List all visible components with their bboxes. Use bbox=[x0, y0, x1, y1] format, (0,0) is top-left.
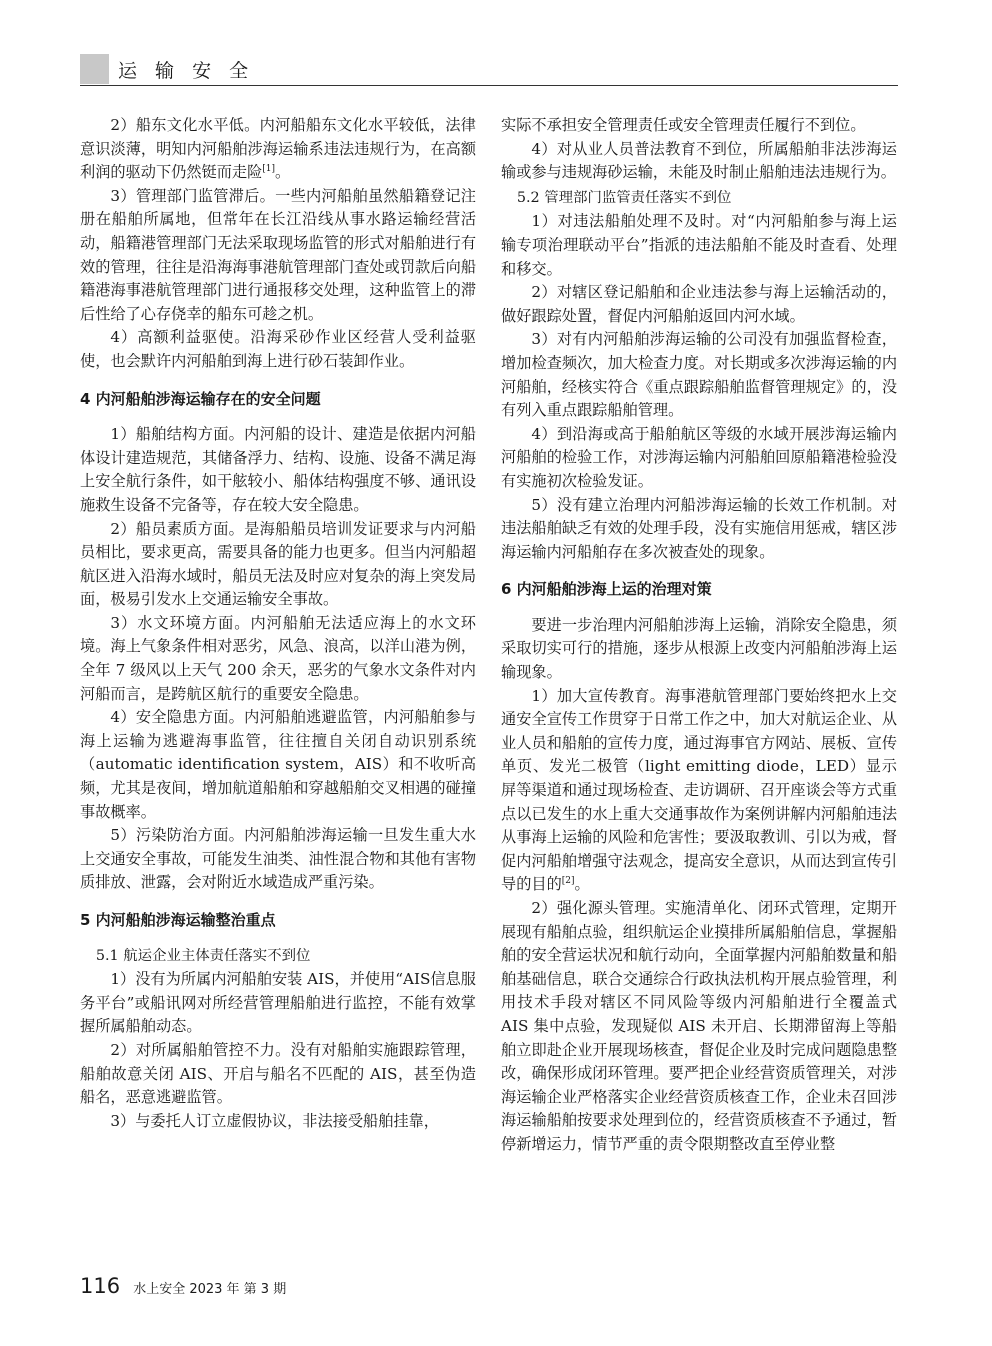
paragraph bbox=[501, 685, 897, 897]
paragraph bbox=[80, 706, 476, 824]
paragraph bbox=[80, 824, 476, 895]
paragraph bbox=[80, 326, 476, 373]
paragraph bbox=[80, 185, 476, 327]
text: 5 内河船舶涉海运输整治重点 bbox=[80, 911, 276, 929]
text: 2）对所属船舶管控不力。没有对船舶实施跟踪管理，船舶故意关闭 AIS、开启与船名不匹配的 AIS，甚至伪造船名，恶意逃避监管。 bbox=[80, 1040, 476, 1107]
page-number: 116 bbox=[80, 1274, 121, 1298]
section-heading bbox=[80, 909, 476, 933]
footer bbox=[80, 1274, 286, 1298]
text: 1）没有为所属内河船舶安装 AIS，并使用“AIS信息服务平台”或船讯网对所经营管理船舶进行监控，不能有效掌握所属船舶动态。 bbox=[80, 970, 476, 1036]
citation-ref: [1] bbox=[262, 164, 275, 175]
text: 3）对有内河船舶涉海运输的公司没有加强监督检查，增加检查频次，加大检查力度。对长期或多次涉海运输的内河船舶，经核实符合《重点跟踪船舶监督管理规定》的，没有列入重点跟踪船舶管理。 bbox=[501, 330, 897, 420]
text: 1）加大宣传教育。海事港航管理部门要始终把水上交通安全宣传工作贯穿于日常工作之中，加大对航运企业、从业人员和船舶的宣传力度，通过海事官方网站、展板、宣传单页、发光二极管（light emitting diode，LED）显示屏等渠道和通过现场检查、走访调研、召开座谈会等方式重点以已发生的水上重大交通事故作为案例讲解内河船舶违法从事海上运输的风险和危害性；要汲取教训、引以为戒，督促内河船舶增强守法观念，提高安全意识，从而达到宣传引导的目的 bbox=[501, 686, 897, 894]
paragraph bbox=[80, 423, 476, 517]
text: 1）船舶结构方面。内河船的设计、建造是依据内河船体设计建造规范，其储备浮力、结构、设施、设备不满足海上安全航行条件，如干舷较小、船体结构强度不够、通讯设施救生设备不完备等，存在较大安全隐患。 bbox=[80, 425, 476, 514]
text: 5）污染防治方面。内河船舶涉海运输一旦发生重大水上交通安全事故，可能发生油类、油性混合物和其他有害物质排放、泄露，会对附近水域造成严重污染。 bbox=[80, 826, 476, 892]
text: 1）对违法船舶处理不及时。对“内河船舶参与海上运输专项治理联动平台”指派的违法船舶不能及时查看、处理和移交。 bbox=[501, 212, 897, 278]
text: 2）强化源头管理。实施清单化、闭环式管理，定期开展现有船舶点验，组织航运企业摸排所属船舶信息，掌握船舶的安全营运状况和航行动向，全面掌握内河船舶数量和船舶基础信息，联合交通综合行政执法机构开展点验管理，利用技术手段对辖区不同风险等级内河船舶进行全覆盖式 AIS 集中点验，发现疑似 AIS 未开启、长期滞留海上等船舶立即赴企业开展现场核查，督促企业及时完成问题隐患整改，确保形成闭环管理。要严把企业经营资质管理关，对涉海运输企业严格落实企业经营资质核查工作，企业未召回涉海运输船舶按要求处理到位的，经营资质核查不予通过，暂停新增运力，情节严重的责令限期整改直至停业整 bbox=[501, 899, 897, 1153]
text-tail: 。 bbox=[275, 163, 291, 182]
section-heading bbox=[501, 578, 897, 602]
paragraph bbox=[80, 968, 476, 1039]
paragraph bbox=[501, 494, 897, 565]
paragraph bbox=[501, 138, 897, 185]
paragraph bbox=[501, 328, 897, 422]
journal-info: 水上安全 2023 年 第 3 期 bbox=[133, 1282, 287, 1297]
paragraph bbox=[80, 612, 476, 706]
left-column bbox=[80, 114, 476, 1133]
header-rule bbox=[80, 85, 898, 86]
paragraph bbox=[501, 897, 897, 1157]
text: 4）安全隐患方面。内河船舶逃避监管，内河船舶参与海上运输为逃避海事监管，往往擅自关闭自动识别系统（automatic identification system，AIS）和不收听高频，尤其是夜间，增加航道船舶和穿越船舶交叉相遇的碰撞事故概率。 bbox=[80, 708, 476, 821]
subsection-heading bbox=[80, 945, 476, 969]
paragraph bbox=[80, 1039, 476, 1110]
paragraph bbox=[501, 210, 897, 281]
text: 4）到沿海或高于船舶航区等级的水域开展涉海运输内河船舶的检验工作，对涉海运输内河船舶回原船籍港检验没有实施初次检验发证。 bbox=[501, 424, 897, 490]
text: 5.2 管理部门监管责任落实不到位 bbox=[516, 189, 732, 206]
text: 2）船东文化水平低。内河船船东文化水平较低，法律意识淡薄，明知内河船舶涉海运输系违法违规行为，在高额利润的驱动下仍然铤而走险 bbox=[80, 116, 476, 182]
text: 4）高额利益驱使。沿海采砂作业区经营人受利益驱使，也会默许内河船舶到海上进行砂石装卸作业。 bbox=[80, 328, 476, 370]
text: 3）管理部门监管滞后。一些内河船舶虽然船籍登记注册在船舶所属地，但常年在长江沿线从事水路运输经营活动，船籍港管理部门无法采取现场监管的形式对船舶进行有效的管理，往往是沿海海事港航管理部门查处或罚款后向船籍港海事港航管理部门进行通报移交处理，这种监管上的滞后性给了心存侥幸的船东可趁之机。 bbox=[80, 186, 476, 323]
citation-ref: [2] bbox=[561, 876, 575, 887]
text: 要进一步治理内河船舶涉海上运输，消除安全隐患，须采取切实可行的措施，逐步从根源上改变内河船舶涉海上运输现象。 bbox=[501, 615, 897, 682]
text: 4 内河船舶涉海运输存在的安全问题 bbox=[80, 389, 321, 408]
text: 5.1 航运企业主体责任落实不到位 bbox=[95, 947, 311, 964]
paragraph bbox=[501, 114, 897, 138]
paragraph bbox=[501, 614, 897, 685]
paragraph bbox=[501, 423, 897, 494]
text: 4）对从业人员普法教育不到位，所属船舶非法涉海运输或参与违规海砂运输，未能及时制止船舶违法违规行为。 bbox=[501, 139, 897, 182]
paragraph bbox=[501, 281, 897, 328]
text: 5）没有建立治理内河船涉海运输的长效工作机制。对违法船舶缺乏有效的处理手段，没有实施信用惩戒，辖区涉海运输内河船舶存在多次被查处的现象。 bbox=[501, 495, 897, 561]
header-band bbox=[80, 54, 109, 84]
subsection-heading bbox=[501, 187, 897, 211]
text: 实际不承担安全管理责任或安全管理责任履行不到位。 bbox=[501, 116, 866, 134]
text: 3）水文环境方面。内河船舶无法适应海上的水文环境。海上气象条件相对恶劣，风急、浪高，以洋山港为例，全年 7 级风以上天气 200 余天，恶劣的气象水文条件对内河船而言，是跨航区航行的重要安全隐患。 bbox=[80, 613, 476, 703]
section-title: 运 输 安 全 bbox=[118, 60, 255, 82]
text-tail: 。 bbox=[574, 875, 590, 894]
paragraph bbox=[80, 518, 476, 612]
text: 6 内河船舶涉海上运的治理对策 bbox=[501, 580, 712, 599]
right-column bbox=[501, 114, 897, 1157]
section-heading bbox=[80, 388, 476, 412]
paragraph bbox=[80, 114, 476, 185]
paragraph bbox=[80, 1110, 476, 1134]
text: 2）对辖区登记船舶和企业违法参与海上运输活动的，做好跟踪处置，督促内河船舶返回内河水域。 bbox=[501, 283, 897, 325]
text: 3）与委托人订立虚假协议，非法接受船舶挂靠， bbox=[110, 1111, 439, 1130]
text: 2）船员素质方面。是海船船员培训发证要求与内河船员相比，要求更高，需要具备的能力也更多。但当内河船超航区进入沿海水域时，船员无法及时应对复杂的海上突发局面，极易引发水上交通运输安全事故。 bbox=[80, 519, 476, 609]
